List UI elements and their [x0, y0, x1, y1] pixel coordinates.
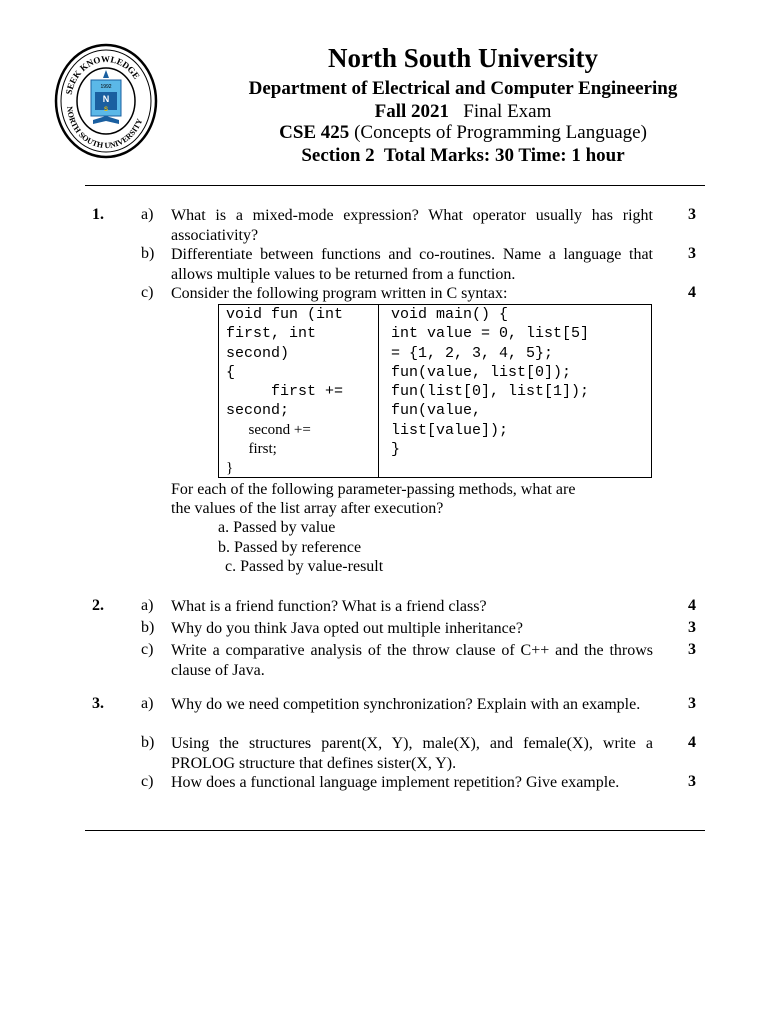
part-label: b) — [141, 734, 155, 751]
question-number: 1. — [92, 206, 104, 223]
question-text: What is a friend function? What is a friend class? — [171, 598, 487, 615]
code-line: = {1, 2, 3, 4, 5}; — [391, 344, 554, 362]
code-line: } — [226, 460, 234, 477]
code-line: first, int — [226, 325, 317, 343]
book-icon — [93, 116, 119, 124]
semester: Fall 2021 — [374, 101, 450, 122]
part-label: a) — [141, 695, 154, 712]
part-label: c) — [141, 284, 154, 301]
part-label: c) — [141, 641, 154, 658]
marks: 4 — [688, 597, 696, 614]
question-number: 2. — [92, 597, 104, 614]
option-item: c. Passed by value-result — [225, 558, 384, 575]
logo-year: 1992 — [100, 84, 112, 90]
university-name: North South University — [327, 43, 598, 73]
logo-bottom-text: NORTH SOUTH UNIVERSITY — [64, 105, 145, 151]
marks: 3 — [688, 773, 696, 790]
course-line — [200, 122, 726, 144]
star-icon — [103, 70, 109, 78]
code-line: int value = 0, list[5] — [391, 325, 590, 343]
semester-line — [200, 101, 726, 123]
code-left-column — [226, 305, 376, 479]
option-item: b. Passed by reference — [218, 539, 362, 556]
part-label: a) — [141, 206, 154, 223]
exam-title: Final Exam — [463, 101, 552, 122]
code-line: second; — [226, 402, 290, 420]
code-line: fun(value, list[0]); — [391, 363, 572, 381]
logo-letter-s: S — [103, 107, 109, 113]
code-line: second) — [226, 344, 290, 362]
question-text: Differentiate between functions and co-routines. Name a language that allows multiple values to be returned from a function. — [171, 246, 653, 283]
part-label: b) — [141, 619, 155, 636]
marks: 3 — [688, 619, 696, 636]
question-text: Consider the following program written in C syntax: — [171, 285, 508, 302]
course-code: CSE 425 — [279, 122, 350, 143]
top-divider — [85, 185, 705, 186]
marks: 3 — [688, 245, 696, 262]
code-line: { — [226, 363, 236, 381]
marks: 4 — [688, 284, 696, 301]
option-item: a. Passed by value — [218, 519, 336, 536]
question-text: Using the structures parent(X, Y), male(X), and female(X), write a PROLOG structure that defines sister(X, Y). — [171, 735, 653, 772]
university-seal-logo — [53, 42, 158, 160]
code-line: first; — [226, 441, 277, 458]
code-table — [218, 304, 652, 478]
logo-top-text: SEEK KNOWLEDGE — [63, 53, 142, 96]
code-line: fun(list[0], list[1]); — [391, 383, 590, 401]
code-right-column — [391, 305, 651, 459]
code-line: void fun (int — [226, 306, 344, 323]
logo-letter-n: N — [102, 94, 110, 104]
part-label: c) — [141, 773, 154, 790]
code-line: void main() { — [391, 306, 509, 323]
question-text: What is a mixed-mode expression? What operator usually has right associativity? — [171, 207, 653, 244]
question-number: 3. — [92, 695, 104, 712]
question-text: How does a functional language implement repetition? Give example. — [171, 774, 620, 791]
question-text: Write a comparative analysis of the throw clause of C++ and the throws clause of Java. — [171, 642, 653, 679]
followup-line: the values of the list array after execution? — [171, 500, 444, 517]
code-line: fun(value, — [391, 402, 482, 420]
marks: 3 — [688, 641, 696, 658]
followup-line: For each of the following parameter-passing methods, what are — [171, 481, 576, 498]
question-text: Why do you think Java opted out multiple inheritance? — [171, 620, 523, 637]
section-line: Section 2 Total Marks: 30 Time: 1 hour — [301, 145, 625, 166]
code-column-divider — [378, 305, 379, 477]
question-text: Why do we need competition synchronization? Explain with an example. — [171, 696, 641, 713]
part-label: b) — [141, 245, 155, 262]
marks: 4 — [688, 734, 696, 751]
part-label: a) — [141, 597, 154, 614]
course-name: (Concepts of Programming Language) — [354, 122, 647, 143]
code-line: first += — [226, 383, 344, 401]
code-line: second += — [226, 421, 311, 438]
marks: 3 — [688, 695, 696, 712]
marks: 3 — [688, 206, 696, 223]
code-line: list[value]); — [391, 421, 509, 439]
code-line: } — [391, 441, 401, 459]
bottom-divider — [85, 830, 705, 831]
department-name: Department of Electrical and Computer Engineering — [248, 78, 678, 99]
